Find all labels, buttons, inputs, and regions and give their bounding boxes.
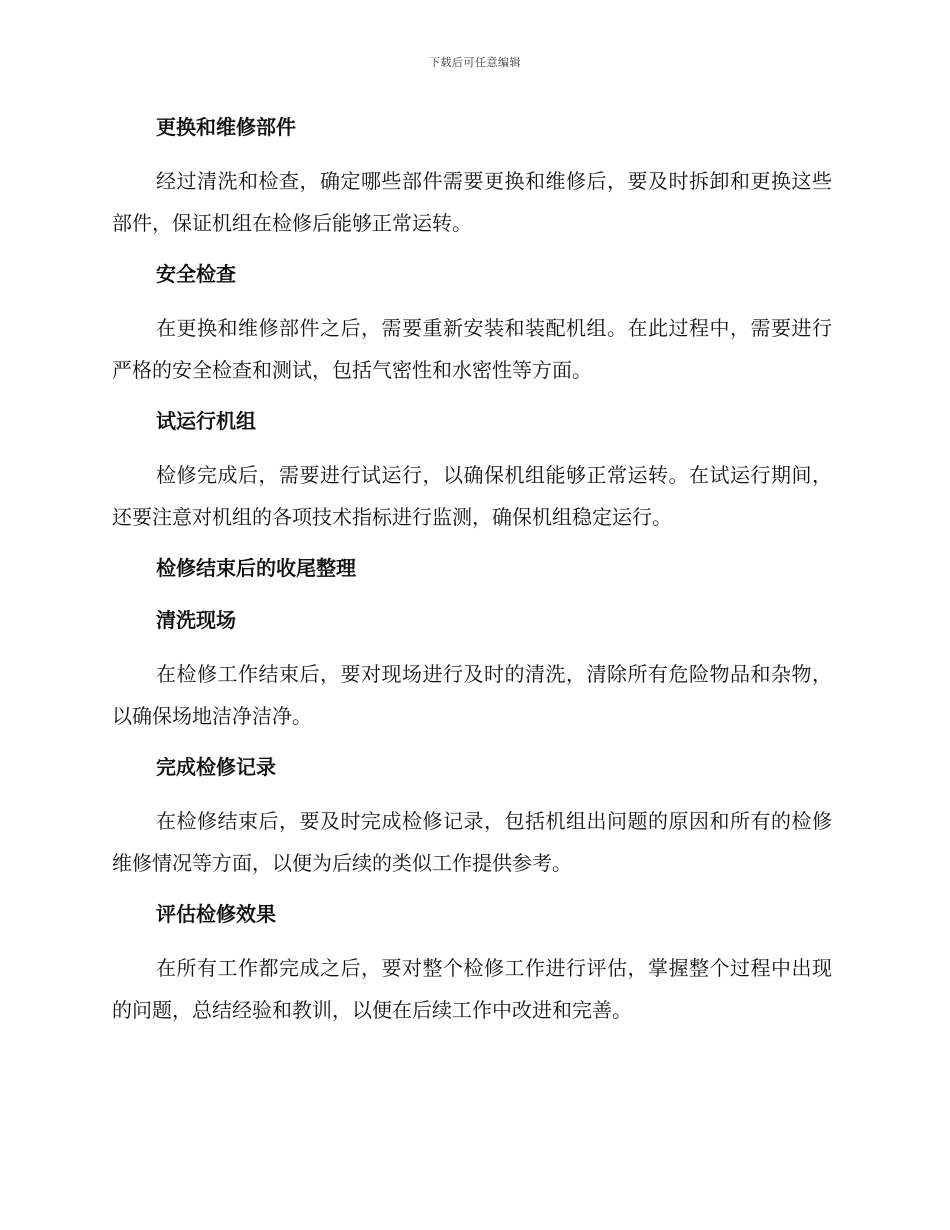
section-heading-replace-repair: 更换和维修部件 bbox=[156, 115, 296, 139]
document-body bbox=[112, 108, 832, 1042]
paragraph-trial-run: 检修完成后，需要进行试运行，以确保机组能够正常运转。在试运行期间，还要注意对机组的各项技术指标进行监测，确保机组稳定运行。 bbox=[112, 463, 832, 529]
section-heading-clean-site: 清洗现场 bbox=[156, 608, 236, 632]
paragraph-clean-site: 在检修工作结束后，要对现场进行及时的清洗，清除所有危险物品和杂物，以确保场地洁净洁净。 bbox=[112, 662, 832, 728]
section-heading-evaluate: 评估检修效果 bbox=[156, 902, 276, 926]
section-heading-wrap-up: 检修结束后的收尾整理 bbox=[156, 556, 356, 580]
page-header: 下载后可任意编辑 bbox=[429, 56, 521, 69]
section-heading-trial-run: 试运行机组 bbox=[156, 409, 256, 433]
paragraph-evaluate: 在所有工作都完成之后，要对整个检修工作进行评估，掌握整个过程中出现的问题，总结经验和教训，以便在后续工作中改进和完善。 bbox=[112, 956, 832, 1022]
paragraph-replace-repair: 经过清洗和检查，确定哪些部件需要更换和维修后，要及时拆卸和更换这些部件，保证机组在检修后能够正常运转。 bbox=[112, 169, 832, 235]
paragraph-record: 在检修结束后，要及时完成检修记录，包括机组出问题的原因和所有的检修维修情况等方面，以便为后续的类似工作提供参考。 bbox=[112, 809, 832, 875]
section-heading-record: 完成检修记录 bbox=[156, 755, 276, 779]
paragraph-safety-check: 在更换和维修部件之后，需要重新安装和装配机组。在此过程中，需要进行严格的安全检查和测试，包括气密性和水密性等方面。 bbox=[112, 316, 832, 382]
section-heading-safety-check: 安全检查 bbox=[156, 262, 236, 286]
